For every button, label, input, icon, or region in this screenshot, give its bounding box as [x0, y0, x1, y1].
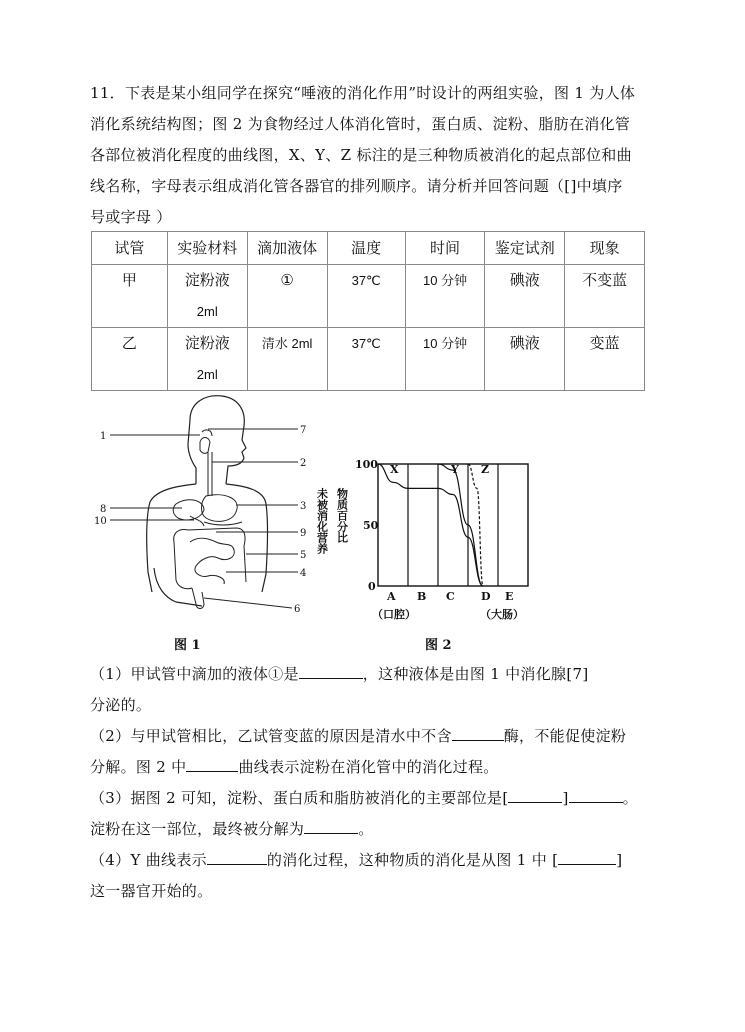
cell-material: [167, 328, 247, 391]
large-intestine: [174, 528, 246, 582]
esophagus: [208, 452, 212, 496]
table-row: [92, 265, 645, 328]
label-6: 6: [294, 604, 301, 615]
intro-line: 11．下表是某小组同学在探究“唾液的消化作用”时设计的两组实验，图 1 为人体: [90, 84, 636, 102]
col-header: 滴加液体: [247, 232, 327, 265]
material-name: 淀粉液: [184, 271, 230, 289]
digestion-curve-chart: [300, 448, 560, 628]
question-4-line: [90, 845, 655, 876]
material-volume: 2ml: [196, 367, 218, 382]
small-intestine: [190, 538, 234, 584]
q3-text: （3）据图 2 可知，淀粉、蛋白质和脂肪被消化的主要部位是[: [90, 789, 509, 807]
question-4-line: 这一器官开始的。: [90, 882, 213, 900]
xtick-label: E: [505, 590, 514, 603]
salivary-gland: [200, 438, 210, 454]
questions: [90, 659, 655, 907]
cell-result: 不变蓝: [565, 265, 645, 328]
answer-blank[interactable]: [452, 722, 504, 741]
head-outline: [190, 396, 246, 484]
ascending-colon: [174, 542, 192, 589]
q3-text: 。: [358, 820, 374, 838]
mouth: [202, 430, 212, 436]
ytick-label: 0: [368, 580, 376, 593]
label-9: 9: [300, 528, 307, 539]
intro-line: 线名称，字母表示组成消化管各器官的排列顺序。请分析并回答问题（[]中填序: [90, 177, 623, 195]
answer-blank[interactable]: [299, 660, 363, 679]
cell-material: [167, 265, 247, 328]
organs: [173, 430, 246, 609]
label-7: 7: [300, 425, 307, 436]
y-axis-title: [316, 487, 349, 555]
leader-line: [204, 598, 292, 608]
col-header: 时间: [405, 232, 485, 265]
curve-label-x: X: [390, 463, 399, 476]
plot-frame: [378, 464, 528, 586]
label-5: 5: [300, 550, 307, 561]
material-name: 淀粉液: [184, 334, 230, 352]
experiment-table: [91, 231, 645, 391]
pancreas: [204, 522, 242, 525]
note-mouth: （口腔）: [372, 608, 416, 621]
intro-line: 各部位被消化程度的曲线图，X、Y、Z 标注的是三种物质被消化的起点部位和曲: [90, 146, 632, 164]
table-row: [92, 328, 645, 391]
answer-blank[interactable]: [508, 784, 562, 803]
q4-text: 的消化过程，这种物质的消化是从图 1 中 [: [266, 851, 559, 869]
question-2-line: [90, 721, 655, 752]
col-header: 实验材料: [167, 232, 247, 265]
curve-label-y: Y: [451, 463, 459, 476]
label-2: 2: [300, 458, 307, 469]
intro-line: 消化系统结构图；图 2 为食物经过人体消化管时，蛋白质、淀粉、脂肪在消化管: [90, 115, 631, 133]
right-torso-outline: [226, 484, 268, 592]
curve-z: [468, 464, 483, 586]
xtick-label: C: [446, 590, 455, 603]
label-lines: [110, 429, 298, 608]
cell-result: 变蓝: [565, 328, 645, 391]
label-10: 10: [94, 516, 107, 527]
intro-line: 号或字母 ）: [90, 208, 172, 226]
xtick-label: B: [417, 590, 427, 603]
cell-tube: 乙: [92, 328, 168, 391]
q2-text: 曲线表示淀粉在消化管中的消化过程。: [238, 758, 499, 776]
q3-text: ]: [562, 789, 569, 807]
label-4: 4: [300, 568, 307, 579]
answer-blank[interactable]: [304, 815, 358, 834]
col-header: 鉴定试剂: [485, 232, 565, 265]
q4-text: （4）Y 曲线表示: [90, 851, 207, 869]
q1-text: （1）甲试管中滴加的液体①是: [90, 665, 299, 683]
tick-labels: [355, 458, 524, 621]
answer-blank[interactable]: [558, 846, 616, 865]
col-header: 现象: [565, 232, 645, 265]
cell-liquid: ①: [247, 265, 327, 328]
col-header: 温度: [327, 232, 405, 265]
question-3-line: [90, 814, 655, 845]
q2-text: （2）与甲试管相比，乙试管变蓝的原因是清水中不含: [90, 727, 452, 745]
label-3: 3: [300, 501, 307, 512]
left-torso-outline: [147, 484, 196, 592]
stomach: [202, 495, 238, 522]
figure1-caption: 图 1: [174, 638, 201, 653]
q2-text: 分解。图 2 中: [90, 758, 187, 776]
q3-text: 淀粉在这一部位，最终被分解为: [90, 820, 305, 838]
q1-text: ，这种液体是由图 1 中消化腺[7]: [362, 665, 589, 683]
q3-text: 。: [622, 789, 638, 807]
ylabel-line2: 物质百分比: [335, 488, 349, 543]
question-2-line: [90, 752, 655, 783]
ytick-label: 50: [363, 519, 379, 532]
cell-liquid: 清水 2ml: [247, 328, 327, 391]
cell-reagent: 碘液: [485, 328, 565, 391]
question-1-line: 分泌的。: [90, 696, 152, 714]
curve-labels: [390, 463, 489, 476]
cell-reagent: 碘液: [485, 265, 565, 328]
question-intro: [90, 78, 655, 233]
ylabel-line1: 未被消化营养: [315, 488, 329, 554]
q2-text: 酶，不能促使淀粉: [503, 727, 627, 745]
figure2-caption: 图 2: [425, 638, 452, 653]
answer-blank[interactable]: [186, 753, 238, 772]
label-8: 8: [100, 504, 107, 515]
label-1: 1: [100, 431, 107, 442]
question-3-line: [90, 783, 655, 814]
note-large-intestine: （大肠）: [480, 608, 524, 621]
col-header: 试管: [92, 232, 168, 265]
answer-blank[interactable]: [569, 784, 623, 803]
cell-time: 10 分钟: [405, 265, 485, 328]
ytick-label: 100: [355, 458, 378, 471]
curve-label-z: Z: [481, 463, 490, 476]
body-outline: [147, 396, 268, 606]
head-back-outline: [188, 420, 196, 484]
table-header-row: [92, 232, 645, 265]
cell-time: 10 分钟: [405, 328, 485, 391]
xtick-label: A: [387, 590, 396, 603]
plot-area: [378, 464, 528, 586]
material-volume: 2ml: [196, 304, 218, 319]
cell-temp: 37℃: [327, 328, 405, 391]
xtick-label: D: [481, 590, 491, 603]
cell-tube: 甲: [92, 265, 168, 328]
question-1-line: [90, 659, 655, 690]
cell-temp: 37℃: [327, 265, 405, 328]
liver: [173, 500, 204, 520]
q4-text: ]: [616, 851, 623, 869]
answer-blank[interactable]: [207, 846, 267, 865]
